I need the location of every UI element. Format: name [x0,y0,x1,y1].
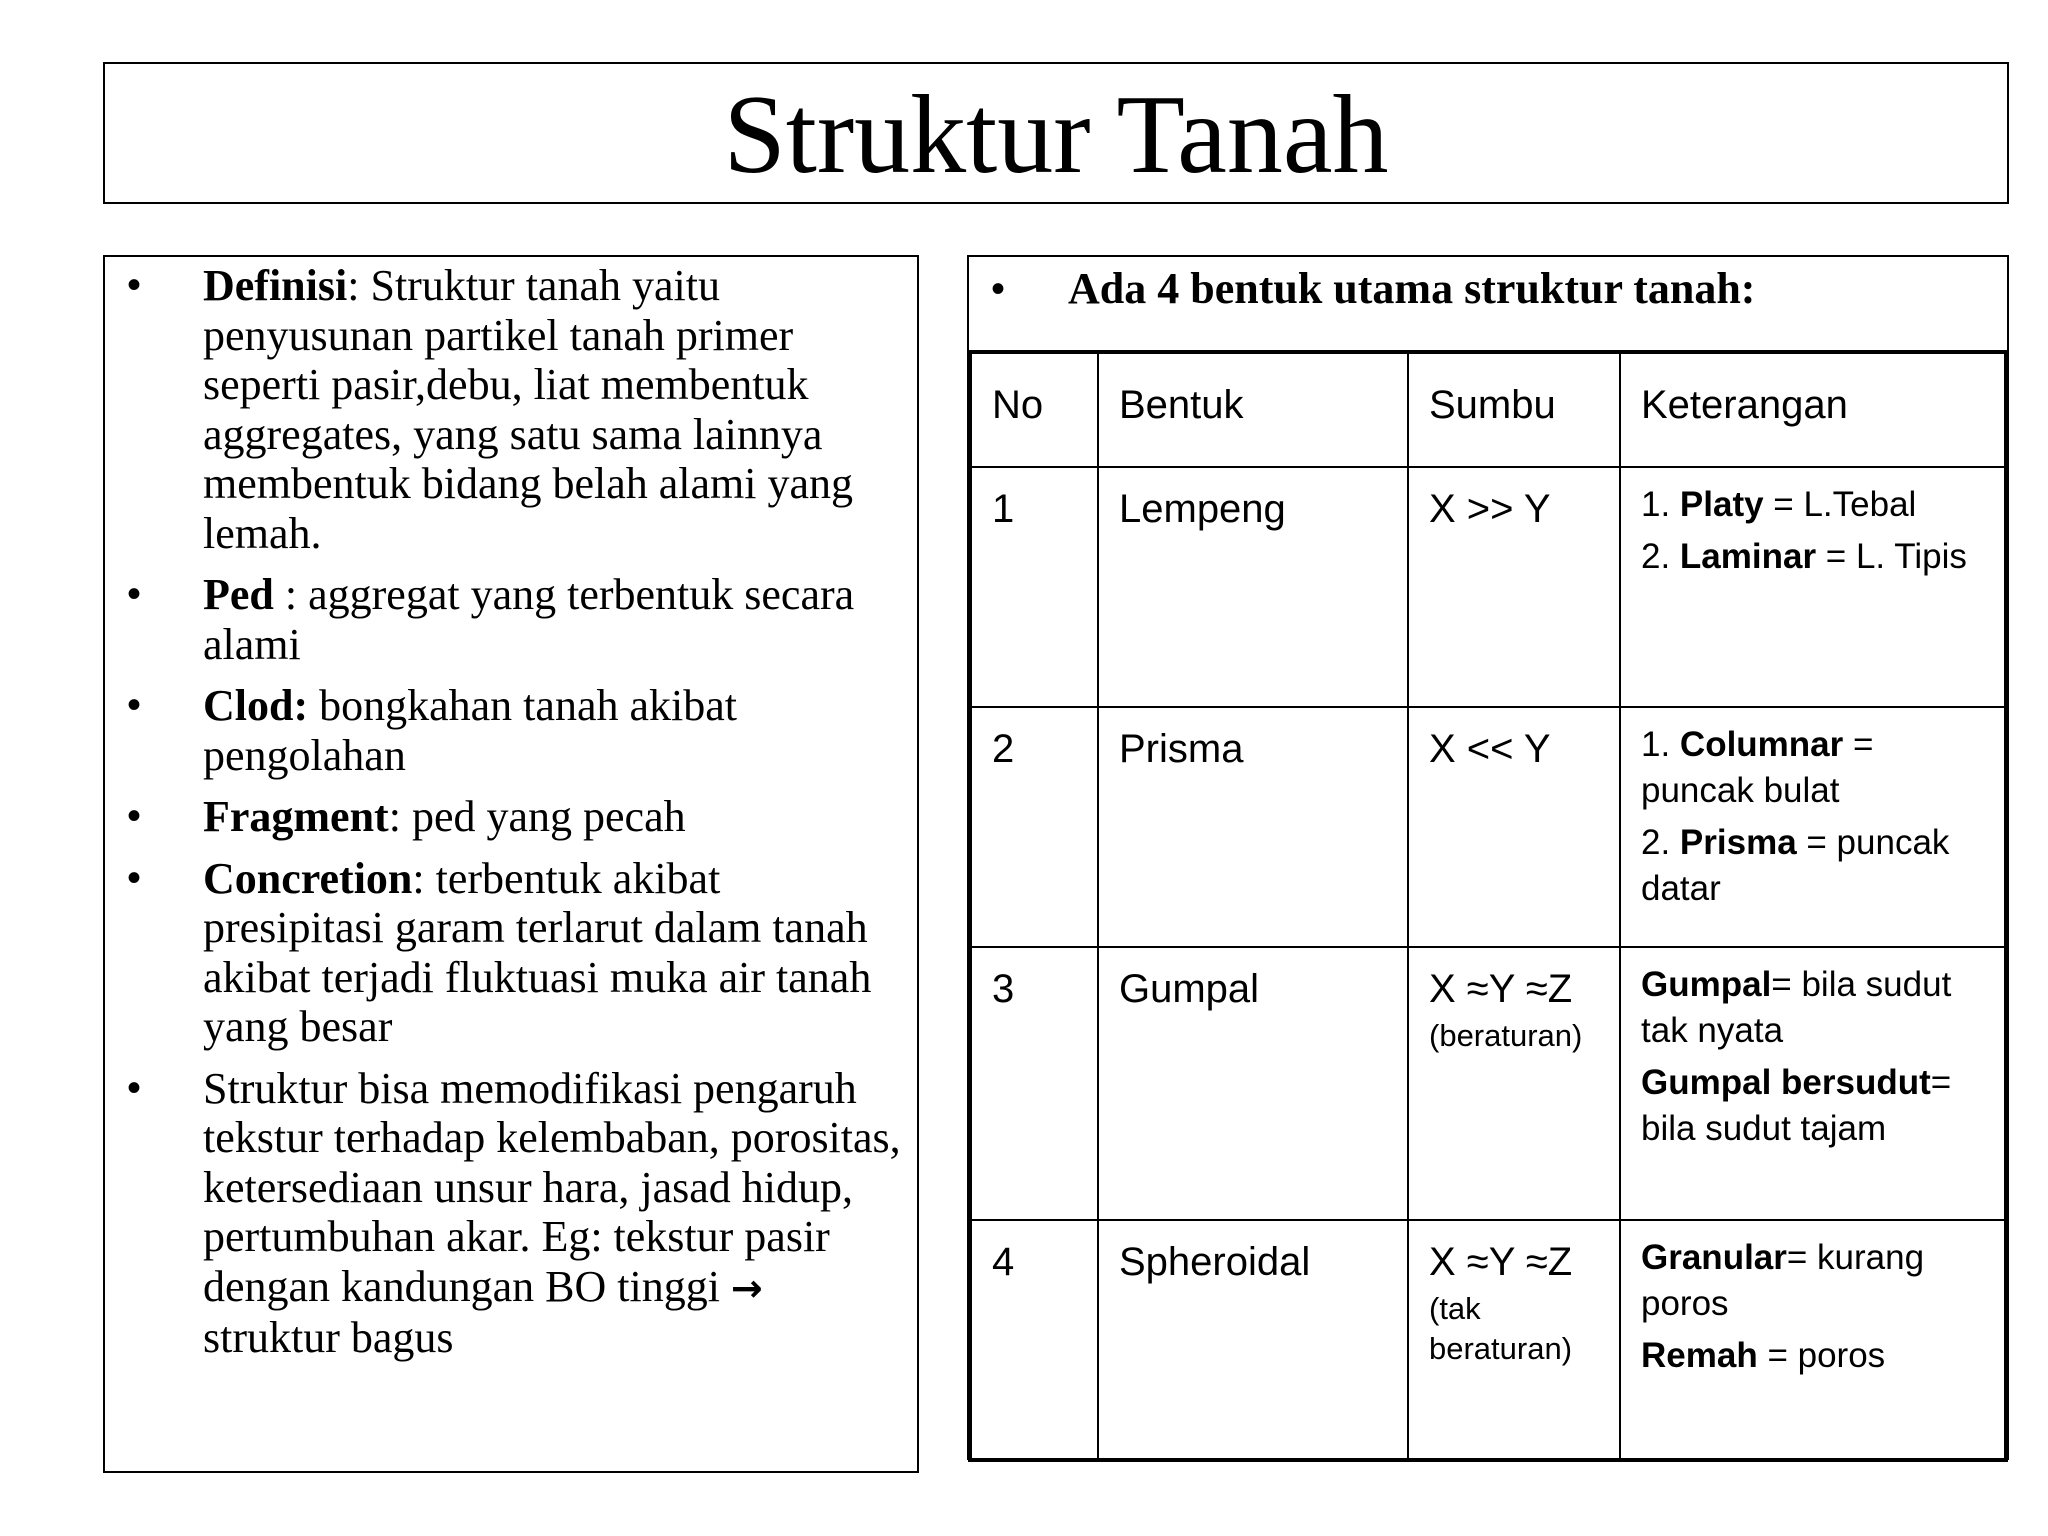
cell-no: 1 [970,467,1098,707]
header-keterangan: Keterangan [1620,352,2006,467]
bullet-icon: • [127,855,142,900]
forms-heading-text: Ada 4 bentuk utama struktur tanah: [1068,264,1756,313]
desc-rest: = poros [1757,1336,1886,1375]
desc-line [1641,1235,1992,1327]
term: Clod: [203,681,309,730]
desc-rest: = L. Tipis [1816,537,1967,576]
definition-item-ped [105,570,917,669]
sumbu-value: X >> Y [1429,487,1551,531]
desc-term: Laminar [1679,537,1817,576]
desc-line [1641,1060,1992,1152]
table-row [970,1220,2006,1460]
title-box [103,62,2009,204]
desc-line [1641,482,1992,528]
cell-keterangan [1620,947,2006,1220]
cell-no: 4 [970,1220,1098,1460]
cell-no: 3 [970,947,1098,1220]
desc-line [1641,534,1992,580]
definition-text: ped yang pecah [400,792,686,841]
desc-prefix: 2. [1641,537,1680,576]
desc-line [1641,962,1992,1054]
bullet-icon: • [127,572,142,616]
term: Concretion [203,853,413,903]
definition-text: bongkahan tanah akibat pengolahan [203,681,737,780]
desc-term: Gumpal bersudut [1641,1063,1931,1102]
desc-term: Granular [1641,1238,1787,1277]
definition-item-definisi [105,261,917,558]
structure-table [968,350,2008,1462]
cell-keterangan [1620,1220,2006,1460]
term-separator: : [347,261,360,310]
bullet-icon: • [127,794,142,838]
desc-term: Platy [1679,485,1764,524]
header-bentuk: Bentuk [1098,352,1408,467]
sumbu-note: (tak beraturan) [1429,1291,1573,1366]
desc-rest: = puncak datar [1641,823,1950,908]
desc-line [1641,722,1992,814]
cell-sumbu [1408,947,1620,1220]
header-no: No [970,352,1098,467]
desc-rest: = puncak bulat [1641,725,1874,810]
sumbu-note: (beraturan) [1429,1018,1583,1053]
term-separator: : [273,570,298,619]
sumbu-value: X << Y [1429,727,1551,771]
definition-item-clod [105,681,917,780]
desc-rest: = bila sudut tak nyata [1641,965,1952,1050]
table-row [970,467,2006,707]
table-row [970,707,2006,947]
bullet-icon: • [127,263,142,307]
desc-term: Gumpal [1641,965,1772,1004]
term: Fragment [203,792,389,841]
desc-rest: = L.Tebal [1763,485,1917,524]
note-text-end: struktur bagus [203,1313,454,1362]
desc-term: Prisma [1679,823,1797,862]
term: Definisi [203,261,348,310]
term-separator: : [388,792,401,841]
bullet-icon: • [127,1065,142,1110]
desc-prefix: 1. [1641,725,1680,764]
definition-item-fragment [105,792,917,842]
definitions-list [105,261,917,1375]
term-separator: : [412,853,425,903]
definition-item-struktur-note [105,1064,917,1363]
definition-text: aggregat yang terbentuk secara alami [203,570,855,669]
cell-keterangan [1620,707,2006,947]
desc-line [1641,820,1992,912]
cell-bentuk: Prisma [1098,707,1408,947]
definitions-panel [103,255,919,1473]
cell-bentuk: Lempeng [1098,467,1408,707]
note-text: Struktur bisa memodifikasi pengaruh tekstur terhadap kelembaban, porositas, ketersediaan unsur hara, jasad hidup, pertumbuhan akar. Eg: tekstur pasir dengan kandungan BO tinggi [203,1063,901,1311]
desc-rest: = kurang poros [1641,1238,1925,1323]
bullet-icon: • [127,683,142,727]
arrow-right-icon: → [730,1265,763,1310]
term: Ped [203,570,274,619]
cell-sumbu [1408,467,1620,707]
table-header-row [970,352,2006,467]
desc-prefix: 1. [1641,485,1680,524]
cell-bentuk: Spheroidal [1098,1220,1408,1460]
definition-item-concretion [105,854,917,1052]
sumbu-value: X ≈Y ≈Z [1429,1240,1573,1284]
cell-no: 2 [970,707,1098,947]
definition-text: Struktur tanah yaitu penyusunan partikel tanah primer seperti pasir,debu, liat membentuk aggregates, yang satu sama lainnya membentuk bidang belah alami yang lemah. [203,261,854,558]
sumbu-value: X ≈Y ≈Z [1429,967,1573,1011]
desc-prefix: 2. [1641,823,1680,862]
desc-line [1641,1333,1992,1379]
desc-term: Remah [1641,1336,1758,1375]
cell-bentuk: Gumpal [1098,947,1408,1220]
cell-keterangan [1620,467,2006,707]
desc-rest: = bila sudut tajam [1641,1063,1952,1148]
bullet-icon: • [991,267,1006,311]
table-row [970,947,2006,1220]
page-title: Struktur Tanah [723,73,1389,197]
header-sumbu: Sumbu [1408,352,1620,467]
cell-sumbu [1408,1220,1620,1460]
cell-sumbu [1408,707,1620,947]
desc-term: Columnar [1679,725,1844,764]
definition-text: terbentuk akibat presipitasi garam terlarut dalam tanah akibat terjadi fluktuasi muka air tanah yang besar [203,853,872,1051]
